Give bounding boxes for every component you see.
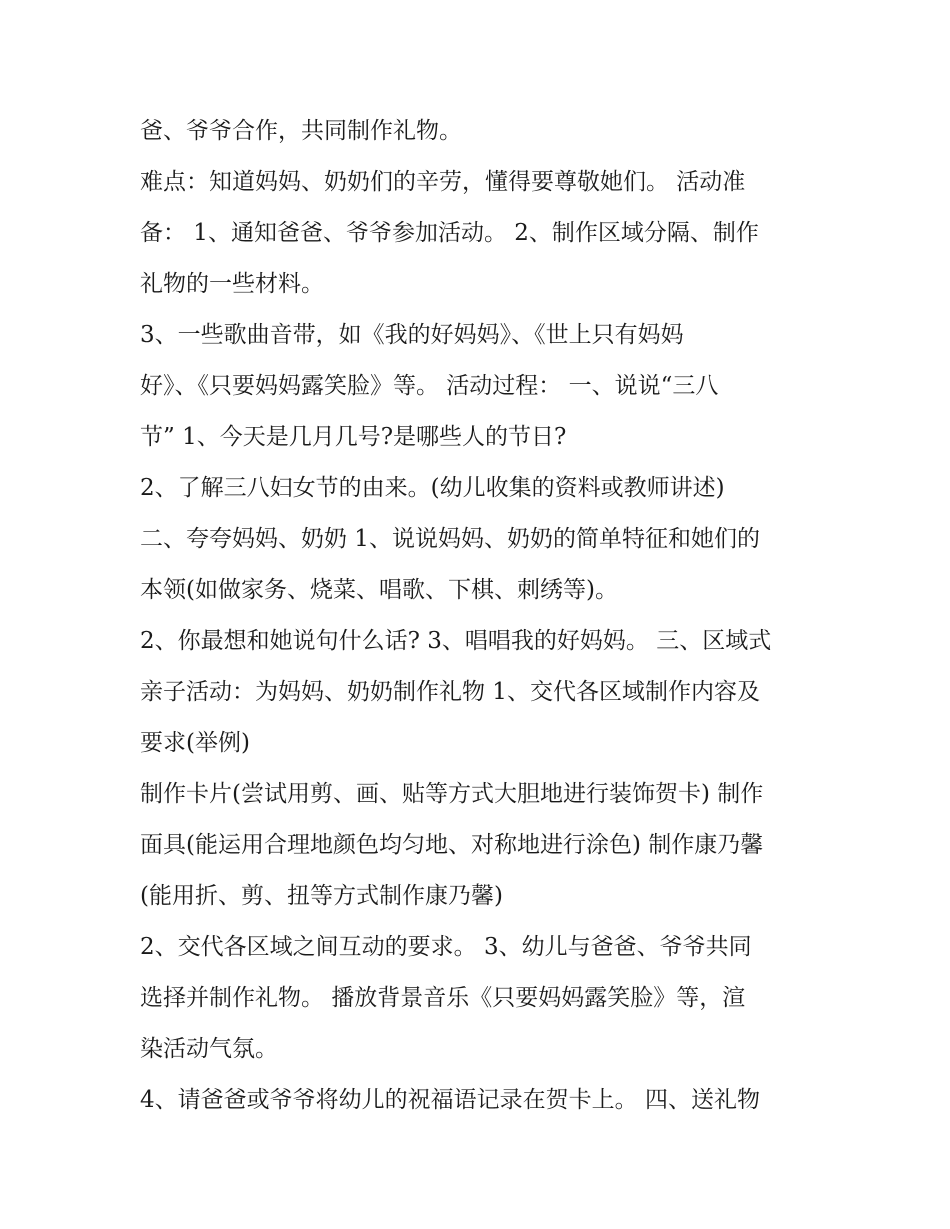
text-line: 面具(能运用合理地颜色均匀地、对称地进行涂色) 制作康乃馨	[140, 832, 764, 858]
text-line: 2、交代各区域之间互动的要求。 3、幼儿与爸爸、爷爷共同	[140, 934, 752, 960]
text-line: 2、你最想和她说句什么话? 3、唱唱我的好妈妈。 三、区域式	[140, 628, 772, 654]
text-line: 选择并制作礼物。 播放背景音乐《只要妈妈露笑脸》等，渲	[140, 985, 746, 1011]
text-line: 本领(如做家务、烧菜、唱歌、下棋、刺绣等)。	[140, 577, 618, 603]
text-line: 二、夸夸妈妈、奶奶 1、说说妈妈、奶奶的简单特征和她们的	[140, 526, 760, 552]
text-line: 要求(举例)	[140, 730, 250, 756]
text-line: 4、请爸爸或爷爷将幼儿的祝福语记录在贺卡上。 四、送礼物	[140, 1087, 760, 1113]
text-line: 爸、爷爷合作，共同制作礼物。	[140, 118, 462, 144]
text-line: 2、了解三八妇女节的由来。(幼儿收集的资料或教师讲述)	[140, 475, 725, 501]
text-line: 3、一些歌曲音带，如《我的好妈妈》、《世上只有妈妈	[140, 322, 684, 348]
text-line: 节” 1、今天是几月几号?是哪些人的节日?	[140, 424, 567, 450]
text-line: 备： 1、通知爸爸、爷爷参加活动。 2、制作区域分隔、制作	[140, 220, 759, 246]
text-line: 礼物的一些材料。	[140, 271, 324, 297]
text-line: 好》、《只要妈妈露笑脸》等。 活动过程： 一、说说“三八	[140, 373, 719, 399]
document-body	[140, 106, 830, 1126]
text-line: (能用折、剪、扭等方式制作康乃馨)	[140, 883, 503, 909]
text-line: 染活动气氛。	[140, 1036, 278, 1062]
text-line: 难点：知道妈妈、奶奶们的辛劳，懂得要尊敬她们。 活动准	[140, 169, 746, 195]
text-line: 制作卡片(尝试用剪、画、贴等方式大胆地进行装饰贺卡) 制作	[140, 781, 764, 807]
text-line: 亲子活动：为妈妈、奶奶制作礼物 1、交代各区域制作内容及	[140, 679, 760, 705]
